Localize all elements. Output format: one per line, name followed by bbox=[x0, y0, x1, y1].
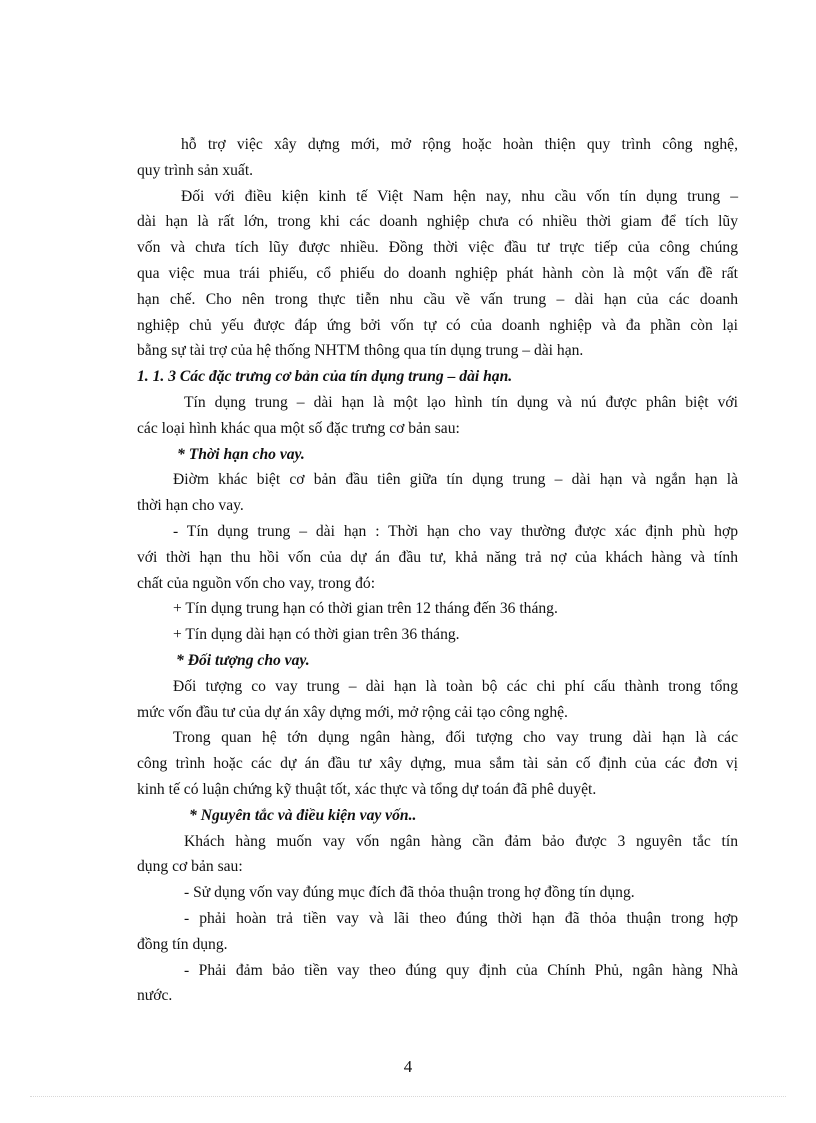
text-line: - Sử dụng vốn vay đúng mục đích đã thỏa thuận trong hợ đồng tín dụng. bbox=[184, 884, 635, 901]
text-line: với thời hạn thu hồi vốn của dự án đầu tư, khả năng trả nợ của khách hàng và tính bbox=[137, 549, 738, 566]
text-line: Điờm khác biệt cơ bản đầu tiên giữa tín dụng trung – dài hạn và ngắn hạn là bbox=[173, 471, 738, 488]
subheading: * Đối tượng cho vay. bbox=[176, 652, 310, 669]
text-line: kinh tế có luận chứng kỹ thuật tốt, xác thực và tổng dự toán đã phê duyệt. bbox=[137, 781, 597, 798]
subheading: * Nguyên tắc và điều kiện vay vốn.. bbox=[189, 807, 417, 824]
section-heading: 1. 1. 3 Các đặc trưng cơ bản của tín dụng trung – dài hạn. bbox=[137, 368, 513, 385]
text-line: - Tín dụng trung – dài hạn : Thời hạn cho vay thường được xác định phù hợp bbox=[173, 523, 738, 540]
text-line: hỗ trợ việc xây dựng mới, mở rộng hoặc hoàn thiện quy trình công nghệ, bbox=[181, 136, 738, 153]
text-line: vốn và chưa tích lũy được nhiều. Đồng thời việc đầu tư trực tiếp của công chúng bbox=[137, 239, 738, 256]
page-number: 4 bbox=[403, 1057, 413, 1076]
text-line: - Phải đảm bảo tiền vay theo đúng quy định của Chính Phủ, ngân hàng Nhà bbox=[184, 962, 738, 979]
text-line: thời hạn cho vay. bbox=[137, 497, 244, 514]
text-line: dài hạn là rất lớn, trong khi các doanh nghiệp chưa có nhiều thời giam để tích lũy bbox=[137, 213, 738, 230]
text-line: dụng cơ bản sau: bbox=[137, 858, 243, 875]
text-line: mức vốn đầu tư của dự án xây dựng mới, mở rộng cải tạo công nghệ. bbox=[137, 704, 568, 721]
text-line: đồng tín dụng. bbox=[137, 936, 228, 953]
text-line: các loại hình khác qua một số đặc trưng cơ bản sau: bbox=[137, 420, 460, 437]
text-line: qua việc mua trái phiếu, cổ phiếu do doanh nghiệp phát hành còn là một vấn đề rất bbox=[137, 265, 738, 282]
text-line: + Tín dụng trung hạn có thời gian trên 12 tháng đến 36 tháng. bbox=[173, 600, 558, 617]
text-line: nước. bbox=[137, 987, 173, 1004]
text-line: Trong quan hệ tớn dụng ngân hàng, đối tượng cho vay trung dài hạn là các bbox=[173, 729, 738, 746]
text-line: Tín dụng trung – dài hạn là một lạo hình tín dụng và nú được phân biệt với bbox=[184, 394, 738, 411]
text-line: nghiệp chủ yếu được đáp ứng bởi vốn tự có của doanh nghiệp và đa phần còn lại bbox=[137, 317, 738, 334]
text-line: - phải hoàn trả tiền vay và lãi theo đúng thời hạn đã thỏa thuận trong hợp bbox=[184, 910, 738, 927]
text-line: chất của nguồn vốn cho vay, trong đó: bbox=[137, 575, 376, 592]
text-line: hạn chế. Cho nên trong thực tiễn nhu cầu về vấn trung – dài hạn của các doanh bbox=[137, 291, 738, 308]
page-bottom-divider bbox=[30, 1096, 786, 1097]
text-line: quy trình sản xuất. bbox=[137, 162, 254, 179]
text-line: Khách hàng muốn vay vốn ngân hàng cần đảm bảo được 3 nguyên tắc tín bbox=[184, 833, 738, 850]
text-line: công trình hoặc các dự án đầu tư xây dựng, mua sắm tài sản cố định của các đơn vị bbox=[137, 755, 738, 772]
text-line: Đối với điều kiện kinh tế Việt Nam hện nay, nhu cầu vốn tín dụng trung – bbox=[181, 188, 738, 205]
text-line: + Tín dụng dài hạn có thời gian trên 36 tháng. bbox=[173, 626, 460, 643]
text-line: Đối tượng co vay trung – dài hạn là toàn bộ các chi phí cấu thành trong tổng bbox=[173, 678, 738, 695]
text-line: bằng sự tài trợ của hệ thống NHTM thông qua tín dụng trung – dài hạn. bbox=[137, 342, 584, 359]
subheading: * Thời hạn cho vay. bbox=[177, 446, 305, 463]
